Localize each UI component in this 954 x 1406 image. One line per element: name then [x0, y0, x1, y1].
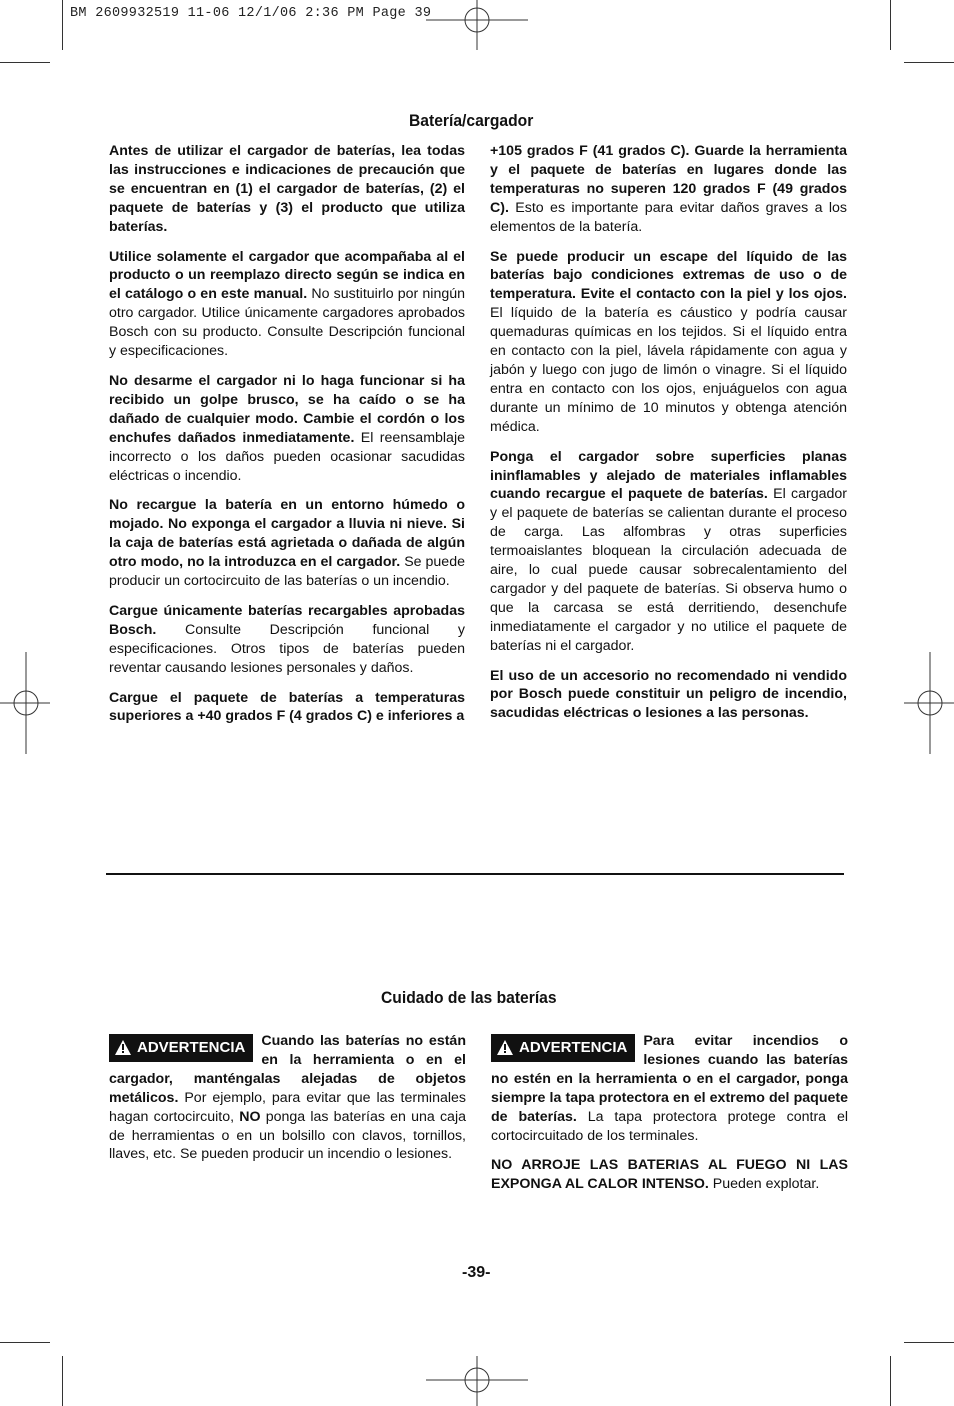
- crop-mark: [0, 62, 50, 63]
- paragraph: Cargue únicamente baterías recargables aprobadas Bosch. Consulte Descripción funcional y especificaciones. Otros tipos de baterías pueden reventar causando lesiones personales y daños.: [109, 602, 465, 676]
- paragraph: ADVERTENCIA Para evitar incendios o lesiones cuando las baterías no estén en la herramienta o en el cargador, ponga siempre la tapa protectora en el extremo del paquete de baterías. La tapa protectora protege contra el cortocircuitado de los terminales.: [491, 1033, 849, 1144]
- paragraph: Se puede producir un escape del líquido de las baterías bajo condiciones extremas de uso o de temperatura. Evite el contacto con la piel y los ojos. El líquido de la batería es cáustico y podría causar quemaduras químicas en los tejidos. Si el líquido entra en contacto con la piel, lávela rápidamente con agua y jabón y luego con jugo de limón o vinagre. Si el líquido entra en contacto con los ojos, enjuáguelos con agua durante un mínimo de 10 minutos y obtenga atención médica.: [490, 248, 847, 435]
- crop-mark: [890, 1356, 891, 1406]
- registration-mark-right: [904, 652, 954, 754]
- right-column: [490, 142, 847, 734]
- warning-triangle-icon: [115, 1040, 131, 1055]
- registration-mark-bottom: [426, 1356, 528, 1406]
- paragraph: Cargue el paquete de baterías a temperaturas superiores a +40 grados F (4 grados C) e inferiores a: [109, 689, 465, 725]
- registration-mark-left: [0, 652, 50, 754]
- crop-mark: [62, 0, 63, 50]
- warning-badge: ADVERTENCIA: [109, 1034, 253, 1062]
- crop-mark: [904, 62, 954, 63]
- print-slug: BM 2609932519 11-06 12/1/06 2:36 PM Page 39: [70, 6, 432, 21]
- crop-mark: [904, 1342, 954, 1343]
- paragraph: Antes de utilizar el cargador de baterías, lea todas las instrucciones e indicaciones de precaución que se encuentran en (1) el cargador de baterías, (2) el paquete de baterías y (3) el producto que utiliza baterías.: [109, 143, 465, 235]
- page-number: -39-: [462, 1264, 491, 1281]
- care-right-column: [491, 1032, 848, 1205]
- care-left-column: [109, 1032, 466, 1175]
- warning-badge: ADVERTENCIA: [491, 1034, 635, 1062]
- crop-mark: [0, 1342, 50, 1343]
- warning-triangle-icon: [497, 1040, 513, 1055]
- paragraph: ADVERTENCIA Cuando las baterías no están en la herramienta o en el cargador, manténgalas alejadas de objetos metálicos. Por ejemplo, para evitar que las terminales hagan cortocircuito, NO ponga las baterías en una caja de herramientas o en un bolsillo con clavos, tornillos, llaves, etc. Se pueden producir un incendio o lesiones.: [109, 1033, 466, 1163]
- left-column: [109, 142, 465, 737]
- section-divider: [106, 873, 844, 875]
- paragraph: El uso de un accesorio no recomendado ni vendido por Bosch puede constituir un peligro de incendio, sacudidas eléctricas o lesiones a las personas.: [490, 667, 847, 722]
- paragraph: +105 grados F (41 grados C). Guarde la herramienta y el paquete de baterías en lugares donde las temperaturas no superen 120 grados F (49 grados C). Esto es importante para evitar daños graves a los elementos de la batería.: [490, 143, 847, 235]
- paragraph: No desarme el cargador ni lo haga funcionar si ha recibido un golpe brusco, se ha caído o se ha dañado de cualquier modo. Cambie el cordón o los enchufes dañados inmediatamente. El reensamblaje incorrecto o los daños pueden ocasionar sacudidas eléctricas o incendio.: [109, 372, 465, 484]
- paragraph: NO ARROJE LAS BATERIAS AL FUEGO NI LAS EXPONGA AL CALOR INTENSO. Pueden explotar.: [491, 1157, 848, 1193]
- paragraph: Utilice solamente el cargador que acompañaba al el producto o un reemplazo directo según se indica en el catálogo o en este manual. No sustituirlo por ningún otro cargador. Utilice únicamente cargadores aprobados Bosch con su producto. Consulte Descripción funcional y especificaciones.: [109, 248, 466, 360]
- section-title-battery-care: Cuidado de las baterías: [381, 988, 557, 1007]
- paragraph: Ponga el cargador sobre superficies planas ininflamables y alejado de materiales inflamables cuando recargue el paquete de baterías. El cargador y el paquete de baterías se calientan durante el proceso de carga. Las alfombras y otras superficies termoaislantes bloquean la circulación adecuada de aire, lo cual puede causar sobrecalentamiento del cargador y del paquete de baterías. Si observa humo o que la carcasa se está derritiendo, desenchufe inmediatamente el cargador y no utilice el paquete de baterías ni el cargador.: [490, 448, 848, 654]
- crop-mark: [890, 0, 891, 50]
- section-title-battery-charger: Batería/cargador: [409, 111, 534, 130]
- registration-mark-top: [426, 0, 528, 50]
- crop-mark: [62, 1356, 63, 1406]
- paragraph: No recargue la batería en un entorno húmedo o mojado. No exponga el cargador a lluvia ni nieve. Si la caja de baterías está agrietada o dañada de algún otro modo, no la introduzca en el cargador. Se puede producir un cortocircuito de las baterías o un incendio.: [109, 497, 465, 590]
